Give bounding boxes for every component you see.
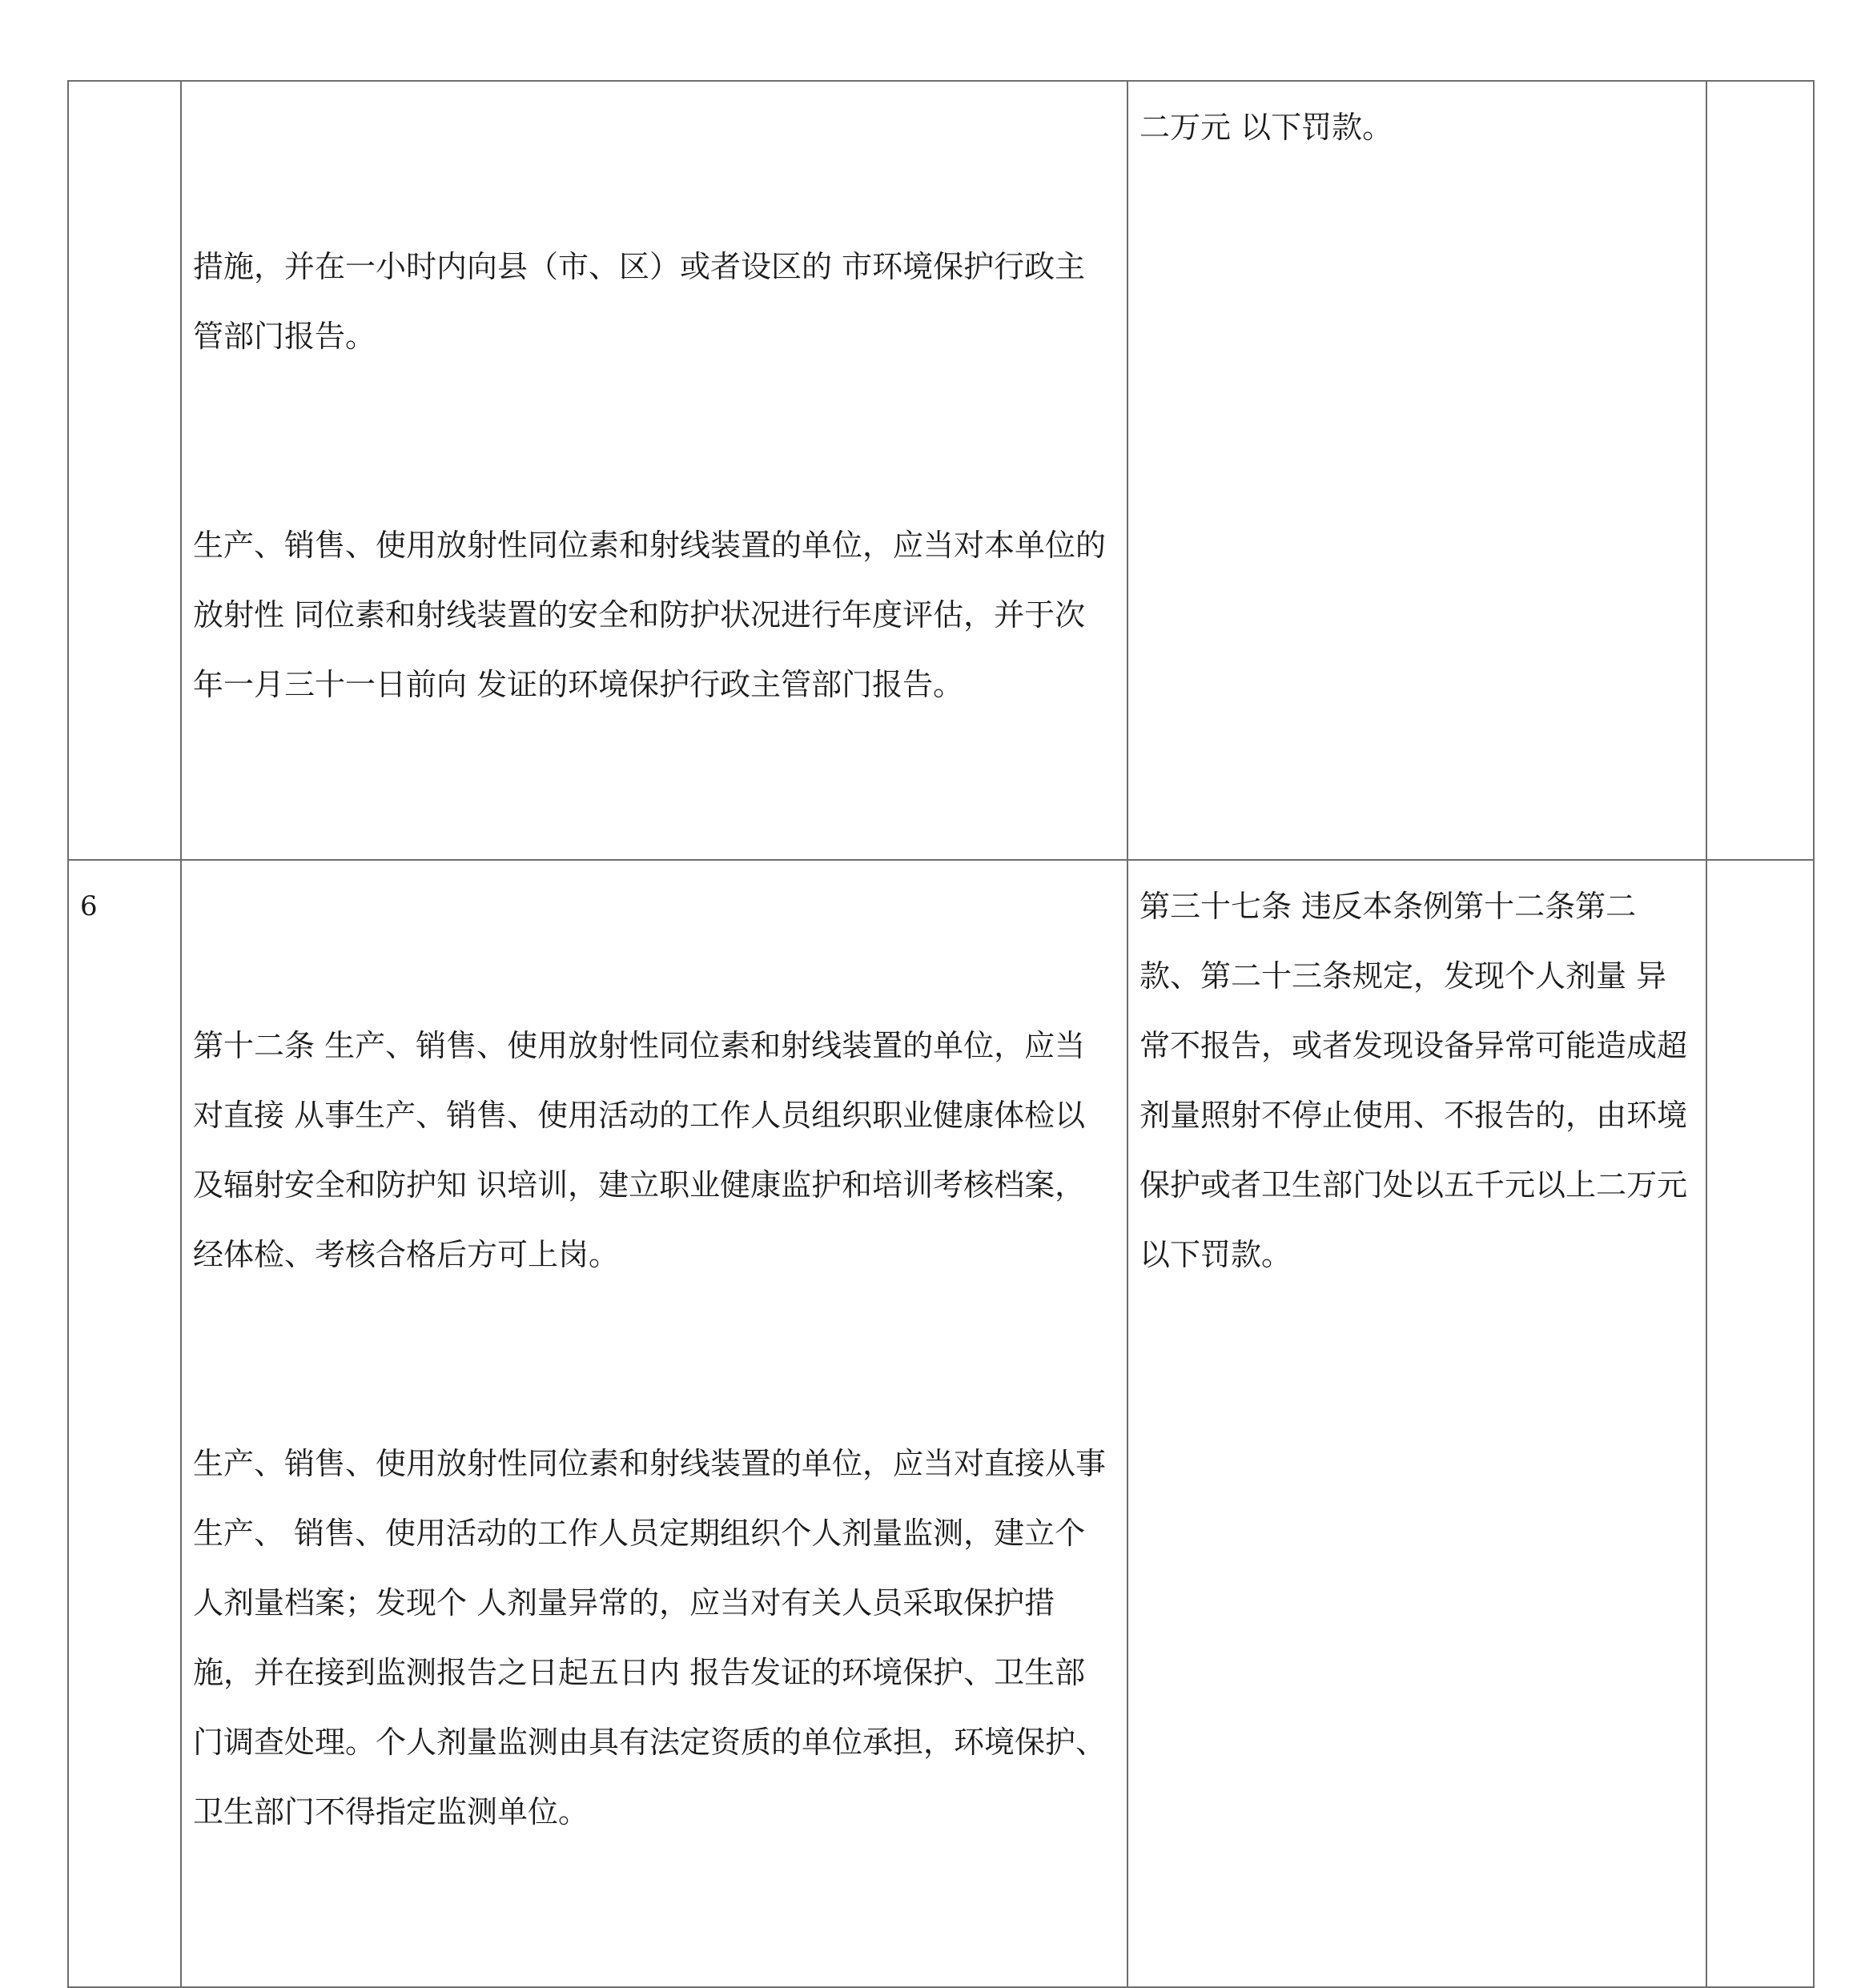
extra-cell xyxy=(1706,81,1814,860)
table-row xyxy=(68,860,1814,1987)
table-row xyxy=(68,81,1814,860)
row-number-cell xyxy=(68,81,181,860)
provision-cell xyxy=(181,860,1127,1987)
provision-paragraph: 生产、销售、使用放射性同位素和射线装置的单位，应当对直接从事生产、 销售、使用活动的工作人员定期组织个人剂量监测，建立个人剂量档案；发现个 人剂量异常的，应当对有关人员采取保护措施，并在接到监测报告之日起五日内 报告发证的环境保护、卫生部门调查处理。个人剂量监测由具有法定资质的单位承担，环境保护、卫生部门不得指定监测单位。 xyxy=(193,1446,1107,1829)
provision-paragraph: 生产、销售、使用放射性同位素和射线装置的单位，应当对本单位的放射性 同位素和射线装置的安全和防护状况进行年度评估，并于次年一月三十一日前向 发证的环境保护行政主管部门报告。 xyxy=(193,528,1107,702)
row-number: 6 xyxy=(80,890,98,922)
penalty-cell xyxy=(1127,860,1706,1987)
extra-text xyxy=(1707,861,1813,872)
extra-text xyxy=(1707,82,1813,93)
provision-paragraph: 第十二条 生产、销售、使用放射性同位素和射线装置的单位，应当对直接 从事生产、销售、使用活动的工作人员组织职业健康体检以及辐射安全和防护知 识培训，建立职业健康监护和培训考核档案，经体检、考核合格后方可上岗。 xyxy=(193,1028,1086,1272)
regulation-table xyxy=(67,80,1815,1988)
row-number xyxy=(69,82,180,93)
provision-cell xyxy=(181,81,1127,860)
penalty-text: 二万元 以下罚款。 xyxy=(1139,110,1393,145)
extra-cell xyxy=(1706,860,1814,1987)
penalty-text: 第三十七条 违反本条例第十二条第二款、第二十三条规定，发现个人剂量 异常不报告，或者发现设备异常可能造成超剂量照射不停止使用、不报告的，由环境保护或者卫生部门处以五千元以上二万元以下罚款。 xyxy=(1139,889,1688,1272)
provision-paragraph: 措施，并在一小时内向县（市、区）或者设区的 市环境保护行政主管部门报告。 xyxy=(193,249,1086,354)
row-number-cell xyxy=(68,860,181,1987)
penalty-cell xyxy=(1127,81,1706,860)
